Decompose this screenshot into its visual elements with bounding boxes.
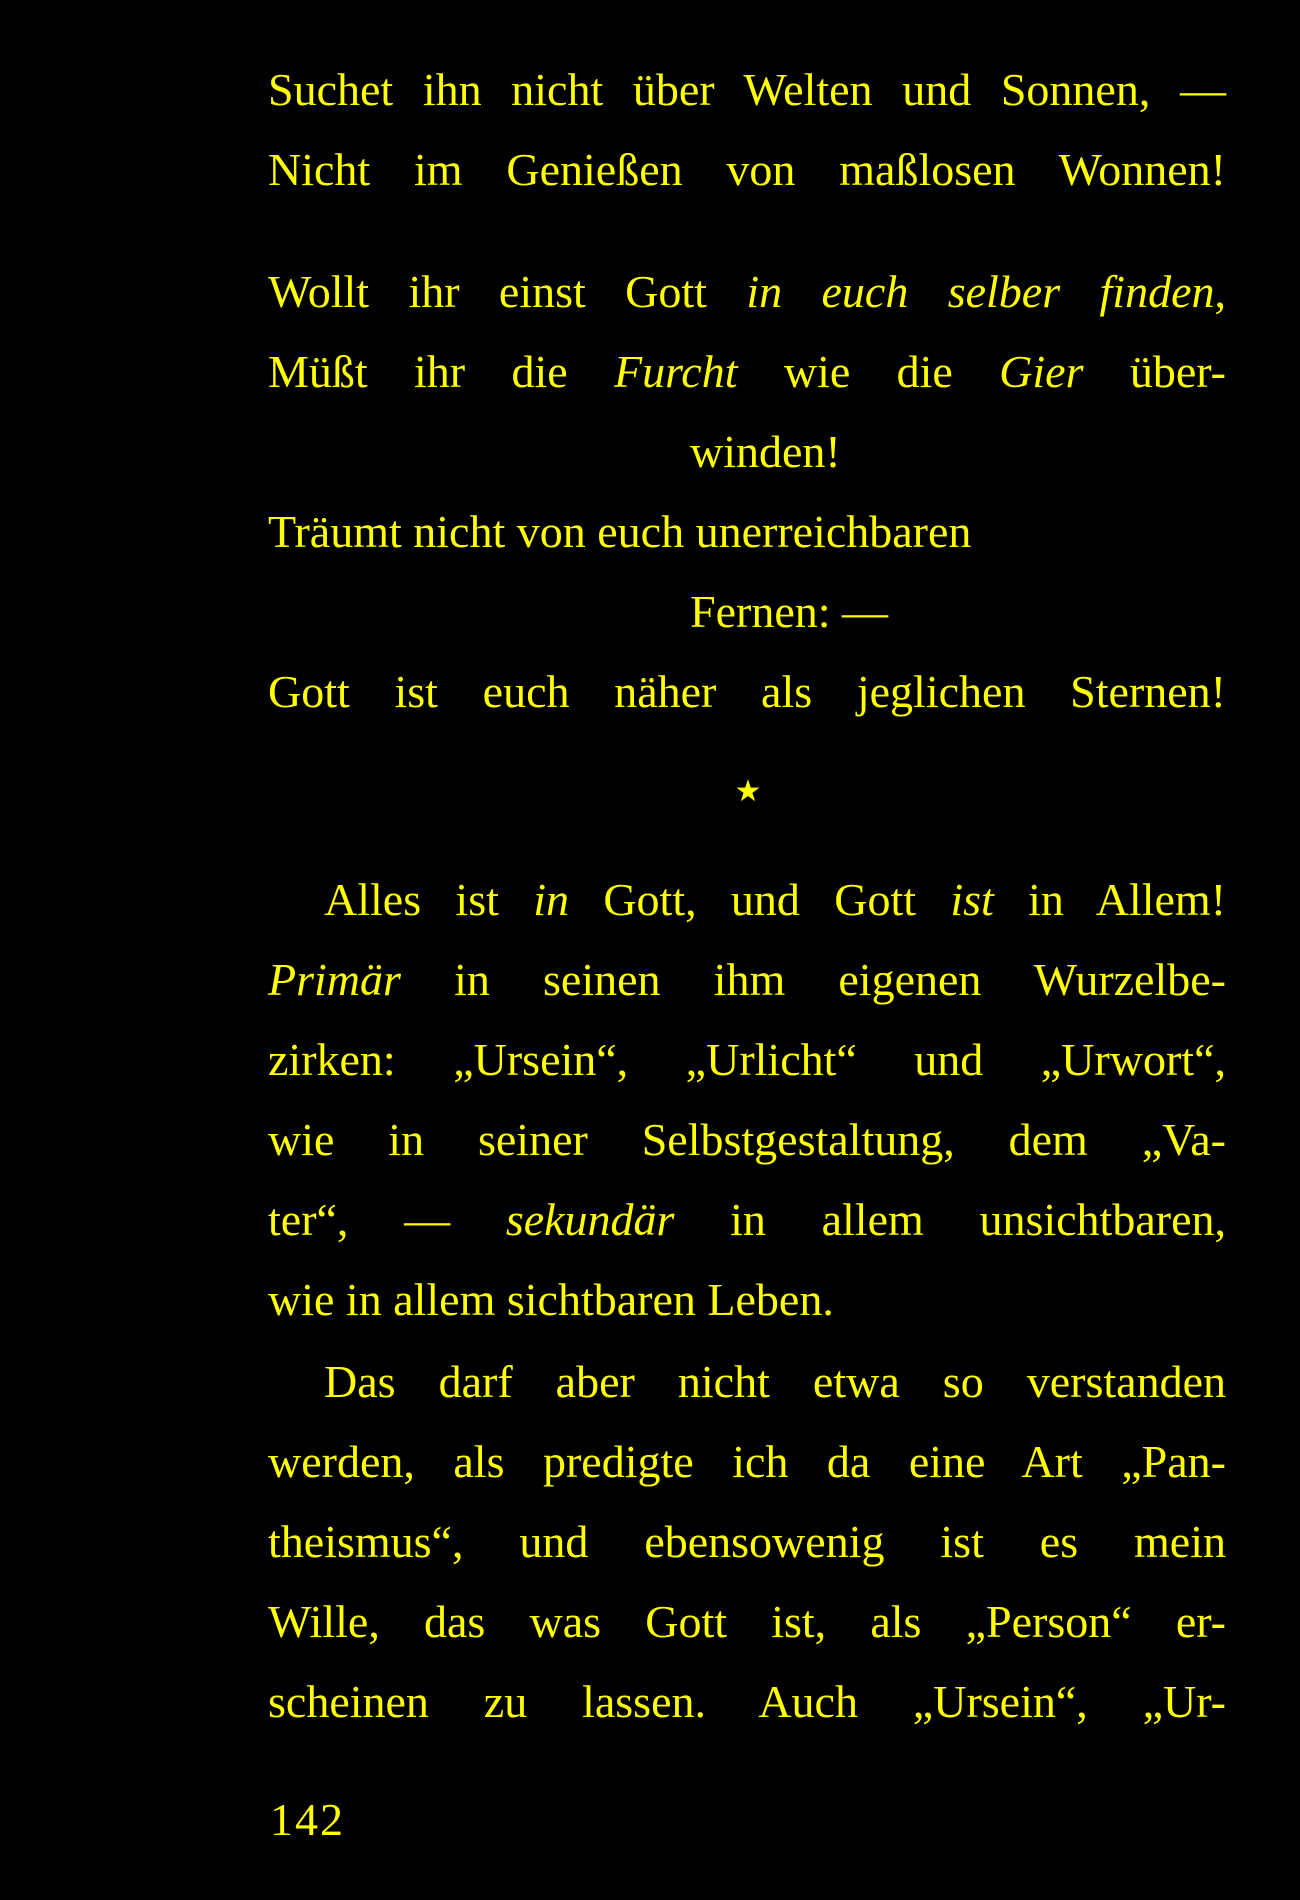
paragraph-text: wie in allem sichtbaren Leben. — [268, 1274, 834, 1325]
paragraph-line — [268, 1422, 1226, 1502]
verse-line — [268, 652, 1226, 732]
paragraph-emphasis: in — [533, 874, 569, 925]
verse-text: , — [1214, 266, 1226, 317]
paragraph-line — [268, 1662, 1226, 1742]
paragraph-line — [268, 1582, 1226, 1662]
paragraph-line — [268, 1020, 1226, 1100]
paragraph-text: werden, als predigte ich da eine Art „Pan- — [268, 1436, 1226, 1487]
verse-text: winden! — [690, 426, 841, 477]
verse-text: Müßt ihr die — [268, 346, 615, 397]
verse-text: über- — [1083, 346, 1226, 397]
paragraph-text: Wille, das was Gott ist, als „Person“ er- — [268, 1596, 1226, 1647]
paragraph-text: wie in seiner Selbstgestaltung, dem „Va- — [268, 1114, 1226, 1165]
verse-text: Wollt ihr einst Gott — [268, 266, 747, 317]
verse-text: Nicht im Genießen von maßlosen Wonnen! — [268, 144, 1226, 195]
verse-emphasis: Gier — [999, 346, 1084, 397]
paragraph-line — [324, 860, 1226, 940]
paragraph-text: ter“, — — [268, 1194, 506, 1245]
paragraph-emphasis: Primär — [268, 954, 401, 1005]
paragraph-line — [268, 1502, 1226, 1582]
verse-line — [268, 492, 1226, 572]
verse-emphasis: Furcht — [614, 346, 738, 397]
paragraph-line — [268, 1100, 1226, 1180]
paragraph-line — [268, 1180, 1226, 1260]
verse-line — [268, 332, 1226, 412]
verse-text: Gott ist euch näher als jeglichen Sternen! — [268, 666, 1226, 717]
paragraph-emphasis: sekundär — [505, 1194, 675, 1245]
paragraph-line — [268, 1260, 1226, 1340]
verse-line — [268, 50, 1226, 130]
paragraph-text: in allem unsichtbaren, — [674, 1194, 1226, 1245]
paragraph-text: in seinen ihm eigenen Wurzelbe- — [400, 954, 1226, 1005]
paragraph-line — [324, 1342, 1226, 1422]
verse-line-continuation — [690, 572, 1190, 652]
page-number: 142 — [270, 1794, 345, 1845]
verse-text: Suchet ihn nicht über Welten und Sonnen, — — [268, 64, 1226, 115]
verse-line — [268, 252, 1226, 332]
verse-line-continuation — [690, 412, 1190, 492]
verse-text: Fernen: — — [690, 586, 889, 637]
paragraph-text: Alles ist — [324, 874, 534, 925]
verse-emphasis: in euch selber finden — [746, 266, 1215, 317]
verse-text: Träumt nicht von euch unerreichbaren — [268, 506, 972, 557]
paragraph-line — [268, 940, 1226, 1020]
paragraph-text: Gott, und Gott — [569, 874, 951, 925]
paragraph-emphasis: ist — [950, 874, 994, 925]
paragraph-text: in Allem! — [993, 874, 1227, 925]
paragraph-text: theismus“, und ebensowenig ist es mein — [268, 1516, 1226, 1567]
verse-text: wie die — [737, 346, 1000, 397]
paragraph-text: zirken: „Ursein“, „Urlicht“ und „Urwort“, — [268, 1034, 1226, 1085]
paragraph-text: scheinen zu lassen. Auch „Ursein“, „Ur- — [268, 1676, 1226, 1727]
verse-line — [268, 130, 1226, 210]
paragraph-text: Das darf aber nicht etwa so verstanden — [324, 1356, 1226, 1407]
star-ornament-icon: ★ — [734, 774, 762, 809]
